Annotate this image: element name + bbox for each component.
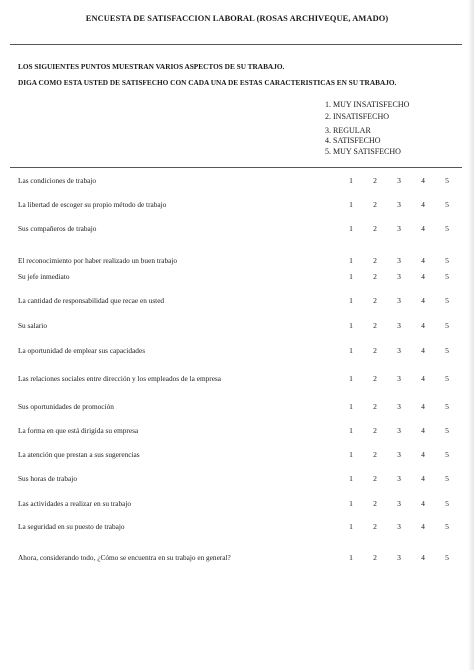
rating-option-5[interactable]: 5 (445, 346, 449, 355)
survey-item-label: Sus compañeros de trabajo (18, 224, 97, 233)
survey-item-row (0, 521, 474, 533)
survey-item-row (0, 373, 474, 385)
survey-item-row (0, 223, 474, 235)
rating-option-3[interactable]: 3 (397, 321, 401, 330)
survey-item-row (0, 345, 474, 357)
rating-option-1[interactable]: 1 (349, 450, 353, 459)
survey-item-row (0, 425, 474, 437)
rating-option-2[interactable]: 2 (373, 499, 377, 508)
instruction-line-1: LOS SIGUIENTES PUNTOS MUESTRAN VARIOS ASPECTOS DE SU TRABAJO. (18, 62, 285, 71)
rating-option-3[interactable]: 3 (397, 272, 401, 281)
survey-title: ENCUESTA DE SATISFACCION LABORAL (ROSAS ARCHIVEQUE, AMADO) (85, 14, 389, 23)
survey-item-label: Su jefe inmediato (18, 272, 70, 281)
survey-item-label: Sus horas de trabajo (18, 474, 77, 483)
instruction-line-2: DIGA COMO ESTA USTED DE SATISFECHO CON CADA UNA DE ESTAS CARACTERISTICAS EN SU TRABAJO. (18, 78, 397, 87)
top-divider (10, 44, 462, 45)
rating-option-4[interactable]: 4 (421, 296, 425, 305)
scale-legend-3: 3. REGULAR (325, 126, 371, 135)
scale-legend-5: 5. MUY SATISFECHO (325, 147, 401, 156)
survey-item-row (0, 271, 474, 283)
rating-option-4[interactable]: 4 (421, 346, 425, 355)
rating-option-2[interactable]: 2 (373, 450, 377, 459)
rating-option-3[interactable]: 3 (397, 176, 401, 185)
survey-item-label: La oportunidad de emplear sus capacidades (18, 346, 146, 355)
rating-option-3[interactable]: 3 (397, 426, 401, 435)
rating-option-4[interactable]: 4 (421, 321, 425, 330)
rating-option-5[interactable]: 5 (445, 176, 449, 185)
rating-option-2[interactable]: 2 (373, 402, 377, 411)
scale-legend-1: 1. MUY INSATISFECHO (325, 100, 410, 109)
rating-option-1[interactable]: 1 (349, 224, 353, 233)
survey-item-label: La cantidad de responsabilidad que recae en usted (18, 296, 165, 305)
rating-option-4[interactable]: 4 (421, 374, 425, 383)
rating-option-2[interactable]: 2 (373, 272, 377, 281)
rating-option-2[interactable]: 2 (373, 176, 377, 185)
rating-option-4[interactable]: 4 (421, 176, 425, 185)
rating-option-5[interactable]: 5 (445, 522, 449, 531)
rating-option-2[interactable]: 2 (373, 296, 377, 305)
survey-item-label: La seguridad en su puesto de trabajo (18, 522, 125, 531)
rating-option-3[interactable]: 3 (397, 474, 401, 483)
rating-option-4[interactable]: 4 (421, 224, 425, 233)
scale-legend-4: 4. SATISFECHO (325, 136, 381, 145)
survey-item-row (0, 401, 474, 413)
rating-option-4[interactable]: 4 (421, 474, 425, 483)
survey-item-label: Sus oportunidades de promoción (18, 402, 114, 411)
rating-option-5[interactable]: 5 (445, 256, 449, 265)
rating-option-2[interactable]: 2 (373, 256, 377, 265)
rating-option-4[interactable]: 4 (421, 272, 425, 281)
survey-item-row (0, 255, 474, 267)
survey-item-label: Las condiciones de trabajo (18, 176, 97, 185)
rating-option-4[interactable]: 4 (421, 402, 425, 411)
rating-option-3[interactable]: 3 (397, 522, 401, 531)
rating-option-1[interactable]: 1 (349, 522, 353, 531)
rating-option-3[interactable]: 3 (397, 224, 401, 233)
rating-option-1[interactable]: 1 (349, 426, 353, 435)
header-divider (10, 167, 462, 168)
rating-option-3[interactable]: 3 (397, 256, 401, 265)
rating-option-1[interactable]: 1 (349, 272, 353, 281)
survey-item-label: Ahora, considerando todo, ¿Cómo se encuentra en su trabajo en general? (18, 553, 231, 562)
rating-option-5[interactable]: 5 (445, 296, 449, 305)
rating-option-1[interactable]: 1 (349, 256, 353, 265)
survey-item-label: Las actividades a realizar en su trabajo (18, 499, 132, 508)
rating-option-1[interactable]: 1 (349, 321, 353, 330)
rating-option-1[interactable]: 1 (349, 474, 353, 483)
survey-item-row (0, 320, 474, 332)
rating-option-3[interactable]: 3 (397, 200, 401, 209)
rating-option-3[interactable]: 3 (397, 553, 401, 562)
survey-item-label: La forma en que está dirigida su empresa (18, 426, 139, 435)
rating-option-5[interactable]: 5 (445, 200, 449, 209)
rating-option-5[interactable]: 5 (445, 426, 449, 435)
survey-item-label: Su salario (18, 321, 47, 330)
rating-option-3[interactable]: 3 (397, 402, 401, 411)
rating-option-4[interactable]: 4 (421, 553, 425, 562)
survey-item-row (0, 552, 474, 564)
rating-option-1[interactable]: 1 (349, 553, 353, 562)
rating-option-5[interactable]: 5 (445, 402, 449, 411)
rating-option-5[interactable]: 5 (445, 553, 449, 562)
rating-option-4[interactable]: 4 (421, 522, 425, 531)
rating-option-5[interactable]: 5 (445, 224, 449, 233)
rating-option-4[interactable]: 4 (421, 499, 425, 508)
rating-option-2[interactable]: 2 (373, 474, 377, 483)
rating-option-4[interactable]: 4 (421, 426, 425, 435)
rating-option-1[interactable]: 1 (349, 176, 353, 185)
rating-option-5[interactable]: 5 (445, 474, 449, 483)
rating-option-3[interactable]: 3 (397, 499, 401, 508)
rating-option-2[interactable]: 2 (373, 321, 377, 330)
rating-option-1[interactable]: 1 (349, 296, 353, 305)
survey-item-row (0, 199, 474, 211)
rating-option-4[interactable]: 4 (421, 450, 425, 459)
rating-option-1[interactable]: 1 (349, 499, 353, 508)
rating-option-4[interactable]: 4 (421, 200, 425, 209)
rating-option-3[interactable]: 3 (397, 296, 401, 305)
page-edge-shadow (468, 0, 474, 670)
rating-option-2[interactable]: 2 (373, 374, 377, 383)
rating-option-1[interactable]: 1 (349, 402, 353, 411)
survey-item-row (0, 295, 474, 307)
rating-option-2[interactable]: 2 (373, 200, 377, 209)
survey-item-row (0, 175, 474, 187)
survey-item-label: El reconocimiento por haber realizado un buen trabajo (18, 256, 178, 265)
scale-legend-2: 2. INSATISFECHO (325, 112, 390, 121)
rating-option-1[interactable]: 1 (349, 200, 353, 209)
rating-option-5[interactable]: 5 (445, 450, 449, 459)
rating-option-5[interactable]: 5 (445, 321, 449, 330)
rating-option-5[interactable]: 5 (445, 374, 449, 383)
rating-option-3[interactable]: 3 (397, 374, 401, 383)
rating-option-3[interactable]: 3 (397, 450, 401, 459)
rating-option-2[interactable]: 2 (373, 426, 377, 435)
rating-option-2[interactable]: 2 (373, 346, 377, 355)
survey-item-row (0, 473, 474, 485)
survey-item-label: La atención que prestan a sus sugerencias (18, 450, 140, 459)
rating-option-1[interactable]: 1 (349, 374, 353, 383)
rating-option-5[interactable]: 5 (445, 499, 449, 508)
rating-option-1[interactable]: 1 (349, 346, 353, 355)
rating-option-3[interactable]: 3 (397, 346, 401, 355)
survey-item-row (0, 449, 474, 461)
rating-option-2[interactable]: 2 (373, 224, 377, 233)
rating-option-2[interactable]: 2 (373, 522, 377, 531)
survey-item-label: Las relaciones sociales entre dirección y los empleados de la empresa (18, 374, 222, 383)
rating-option-4[interactable]: 4 (421, 256, 425, 265)
survey-item-label: La libertad de escoger su propio método de trabajo (18, 200, 167, 209)
rating-option-2[interactable]: 2 (373, 553, 377, 562)
survey-item-row (0, 498, 474, 510)
rating-option-5[interactable]: 5 (445, 272, 449, 281)
